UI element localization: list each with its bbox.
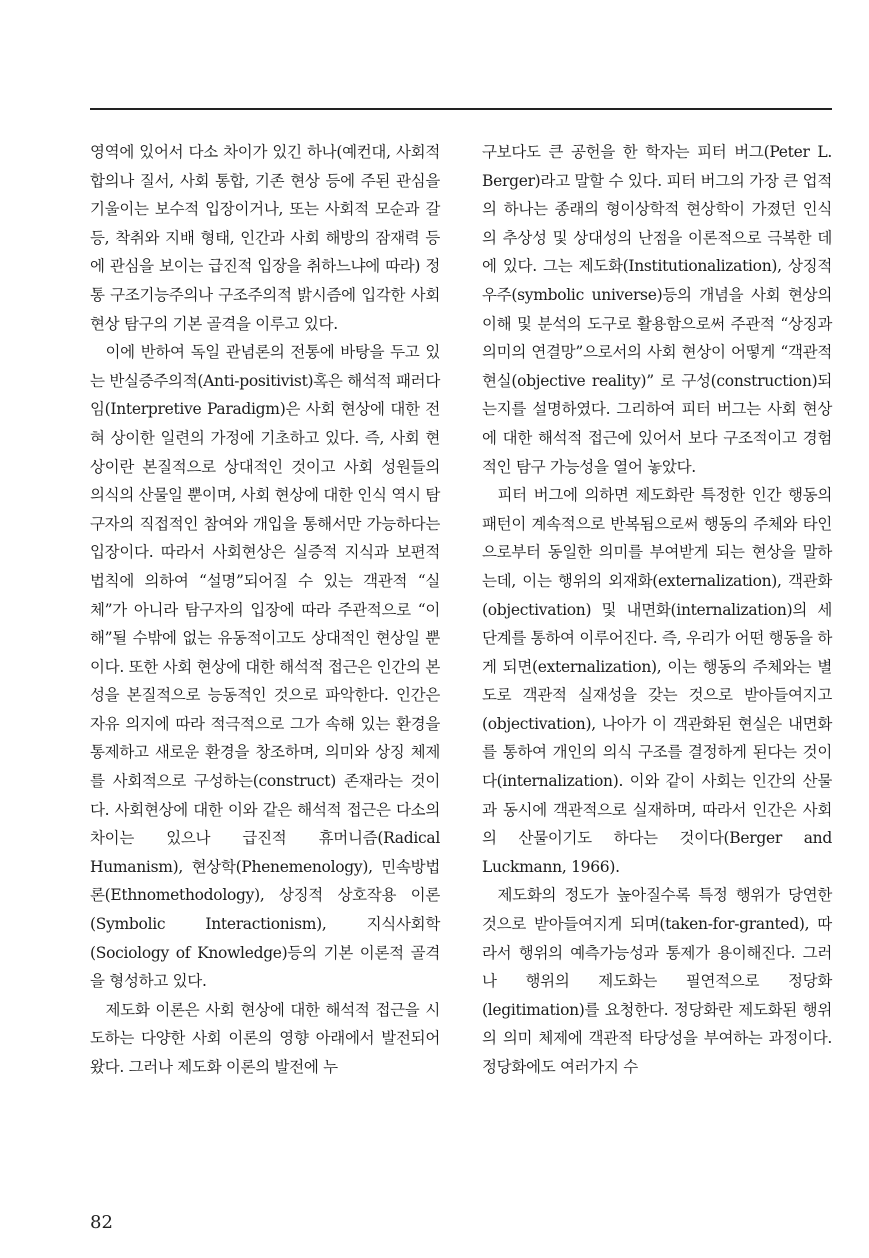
right-column [482,138,832,1082]
paragraph: 구보다도 큰 공헌을 한 학자는 피터 버그(Peter L. Berger)라고 말할 수 있다. 피터 버그의 가장 큰 업적의 하나는 종래의 형이상학적 현상학이 가졌던 인식의 추상성 및 상대성의 난점을 이론적으로 극복한 데에 있다. 그는 제도화(Institutionalization), 상징적 우주(symbolic universe)등의 개념을 사회 현상의 이해 및 분석의 도구로 활용함으로써 주관적 “상징과 의미의 연결망”으로서의 사회 현상이 어떻게 “객관적 현실(objective reality)” 로 구성(construction)되는지를 설명하였다. 그리하여 피터 버그는 사회 현상에 대한 해석적 접근에 있어서 보다 구조적이고 경험적인 탐구 가능성을 열어 놓았다. [482,143,832,476]
left-column [90,138,440,1082]
paragraph: 제도화의 정도가 높아질수록 특정 행위가 당연한 것으로 받아들여지게 되며(taken-for-granted), 따라서 행위의 예측가능성과 통제가 용이해진다. 그러나 행위의 제도화는 필연적으로 정당화(legitimation)를 요청한다. 정당화란 제도화된 행위의 의미 체제에 객관적 타당성을 부여하는 과정이다. 정당화에도 여러가지 수 [482,886,832,1076]
page-number: 82 [90,1212,113,1233]
paragraph: 영역에 있어서 다소 차이가 있긴 하나(예컨대, 사회적 합의나 질서, 사회 통합, 기존 현상 등에 주된 관심을 기울이는 보수적 입장이거나, 또는 사회적 모순과 갈등, 착취와 지배 형태, 인간과 사회 해방의 잠재력 등에 관심을 보이는 급진적 입장을 취하느냐에 따라) 정통 구조기능주의나 구조주의적 밝시즘에 입각한 사회 현상 탐구의 기본 골격을 이루고 있다. [90,143,440,333]
paragraph: 이에 반하여 독일 관념론의 전통에 바탕을 두고 있는 반실증주의적(Anti-positivist)혹은 해석적 패러다임(Interpretive Paradigm)은 사회 현상에 대한 전혀 상이한 일련의 가정에 기초하고 있다. 즉, 사회 현상이란 본질적으로 상대적인 것이고 사회 성원들의 의식의 산물일 뿐이며, 사회 현상에 대한 인식 역시 탐구자의 직접적인 참여와 개입을 통해서만 가능하다는 입장이다. 따라서 사회현상은 실증적 지식과 보편적 법칙에 의하여 “설명”되어질 수 있는 객관적 “실체”가 아니라 탐구자의 입장에 따라 주관적으로 “이해”될 수밖에 없는 유동적이고도 상대적인 현상일 뿐이다. 또한 사회 현상에 대한 해석적 접근은 인간의 본성을 본질적으로 능동적인 것으로 파악한다. 인간은 자유 의지에 따라 적극적으로 그가 속해 있는 환경을 통제하고 새로운 환경을 창조하며, 의미와 상징 체제를 사회적으로 구성하는(construct) 존재라는 것이다. 사회현상에 대한 이와 같은 해석적 접근은 다소의 차이는 있으나 급진적 휴머니즘(Radical Humanism), 현상학(Phenemenology), 민속방법론(Ethnomethodology), 상징적 상호작용 이론(Symbolic Interactionism), 지식사회학(Sociology of Knowledge)등의 기본 이론적 골격을 형성하고 있다. [90,343,440,991]
paragraph: 제도화 이론은 사회 현상에 대한 해석적 접근을 시도하는 다양한 사회 이론의 영향 아래에서 발전되어 왔다. 그러나 제도화 이론의 발전에 누 [90,1000,440,1076]
header-rule [90,108,832,110]
paragraph: 피터 버그에 의하면 제도화란 특정한 인간 행동의 패턴이 계속적으로 반복됨으로써 행동의 주체와 타인으로부터 동일한 의미를 부여받게 되는 현상을 말하는데, 이는 행위의 외재화(externalization), 객관화(objectivation) 및 내면화(internalization)의 세 단계를 통하여 이루어진다. 즉, 우리가 어떤 행동을 하게 되면(externalization), 이는 행동의 주체와는 별도로 객관적 실재성을 갖는 것으로 받아들여지고(objectivation), 나아가 이 객관화된 현실은 내면화를 통하여 개인의 의식 구조를 결정하게 된다는 것이다(internalization). 이와 같이 사회는 인간의 산물과 동시에 객관적으로 실재하며, 따라서 인간은 사회의 산물이기도 하다는 것이다(Berger and Luckmann, 1966). [482,486,832,876]
